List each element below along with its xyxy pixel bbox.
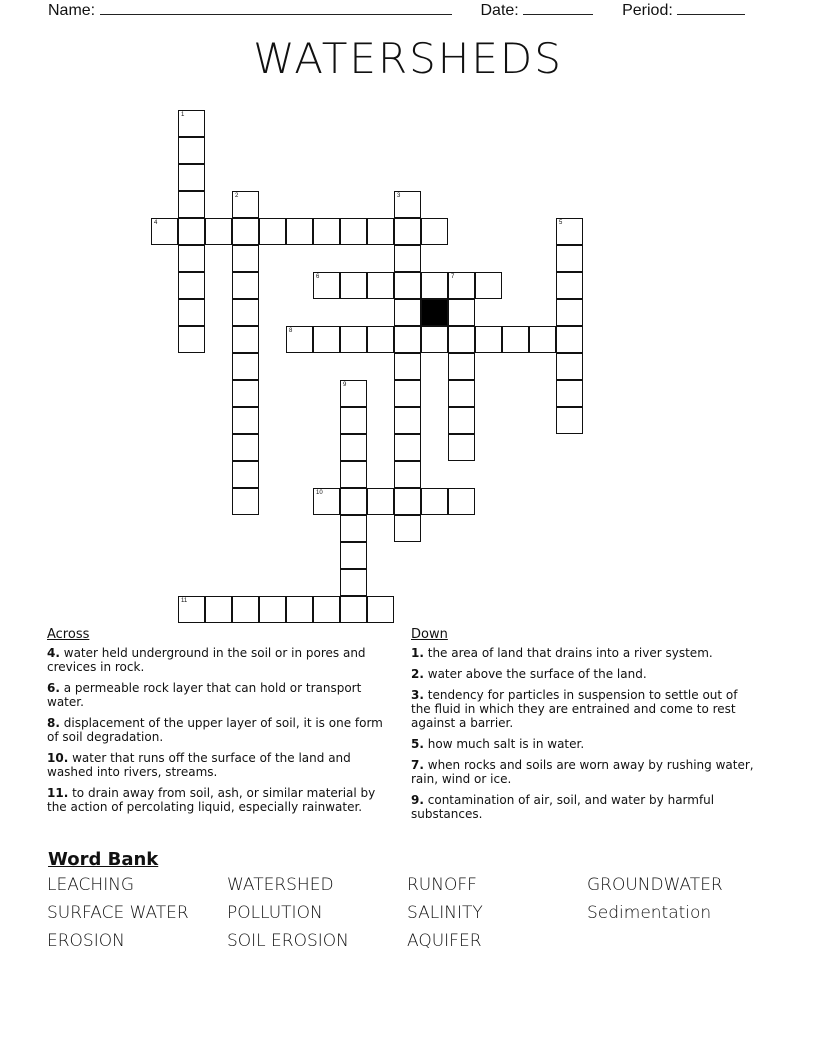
word-bank-item: POLLUTION bbox=[227, 903, 323, 923]
crossword-cell[interactable] bbox=[448, 407, 475, 434]
crossword-cell[interactable] bbox=[232, 299, 259, 326]
period-label: Period: bbox=[622, 2, 673, 19]
clue-number: 5 bbox=[559, 220, 563, 226]
crossword-cell[interactable] bbox=[394, 191, 421, 218]
crossword-cell[interactable] bbox=[232, 596, 259, 623]
crossword-cell[interactable] bbox=[394, 299, 421, 326]
clue-number: 8 bbox=[289, 328, 293, 334]
clue-number: 10 bbox=[316, 490, 323, 496]
word-bank-item: SURFACE WATER bbox=[47, 903, 189, 923]
crossword-cell[interactable] bbox=[178, 245, 205, 272]
crossword-cell[interactable] bbox=[448, 299, 475, 326]
crossword-cell[interactable] bbox=[178, 191, 205, 218]
crossword-cell[interactable] bbox=[394, 326, 421, 353]
crossword-cell[interactable] bbox=[367, 596, 394, 623]
crossword-cell[interactable] bbox=[448, 353, 475, 380]
crossword-cell[interactable] bbox=[394, 272, 421, 299]
word-bank-item: WATERSHED bbox=[227, 875, 334, 895]
crossword-cell[interactable] bbox=[313, 326, 340, 353]
clue-number: 6 bbox=[316, 274, 320, 280]
crossword-cell[interactable] bbox=[340, 326, 367, 353]
crossword-cell[interactable] bbox=[367, 218, 394, 245]
page-title: WATERSHEDS bbox=[253, 34, 563, 83]
crossword-cell[interactable] bbox=[232, 191, 259, 218]
crossword-cell[interactable] bbox=[232, 218, 259, 245]
crossword-cell[interactable] bbox=[448, 488, 475, 515]
crossword-cell[interactable] bbox=[232, 326, 259, 353]
clue-across-8: 8. displacement of the upper layer of soil, it is one form of soil degradation. bbox=[47, 716, 383, 744]
crossword-cell[interactable] bbox=[394, 218, 421, 245]
crossword-cell[interactable] bbox=[394, 488, 421, 515]
crossword-cell[interactable] bbox=[556, 380, 583, 407]
crossword-cell[interactable] bbox=[421, 272, 448, 299]
clue-number: 7 bbox=[451, 274, 455, 280]
word-bank-item: GROUNDWATER bbox=[587, 875, 723, 895]
crossword-cell[interactable] bbox=[340, 380, 367, 407]
crossword-cell[interactable] bbox=[259, 596, 286, 623]
crossword-cell[interactable] bbox=[340, 596, 367, 623]
clue-down-3: 3. tendency for particles in suspension to settle out of the fluid in which they are entrained and come to rest against a barrier. bbox=[411, 688, 738, 730]
crossword-cell[interactable] bbox=[394, 380, 421, 407]
across-clues bbox=[47, 628, 392, 821]
crossword-cell[interactable] bbox=[367, 488, 394, 515]
word-bank-heading: Word Bank bbox=[48, 849, 159, 870]
crossword-cell[interactable] bbox=[178, 137, 205, 164]
clue-down-5: 5. how much salt is in water. bbox=[411, 737, 585, 751]
crossword-cell[interactable] bbox=[556, 326, 583, 353]
crossword-cell[interactable] bbox=[421, 326, 448, 353]
word-bank-item: SOIL EROSION bbox=[227, 931, 349, 951]
clue-down-1: 1. the area of land that drains into a river system. bbox=[411, 646, 713, 660]
crossword-cell[interactable] bbox=[340, 542, 367, 569]
crossword-cell[interactable] bbox=[556, 299, 583, 326]
crossword-cell[interactable] bbox=[340, 461, 367, 488]
word-bank-item: SALINITY bbox=[407, 903, 483, 923]
clue-across-4: 4. water held underground in the soil or in pores and crevices in rock. bbox=[47, 646, 366, 674]
crossword-cell[interactable] bbox=[556, 245, 583, 272]
clue-down-7: 7. when rocks and soils are worn away by rushing water, rain, wind or ice. bbox=[411, 758, 754, 786]
crossword-cell[interactable] bbox=[232, 353, 259, 380]
crossword-cell[interactable] bbox=[232, 380, 259, 407]
crossword-cell[interactable] bbox=[367, 272, 394, 299]
clue-number: 3 bbox=[397, 193, 401, 199]
crossword-cell[interactable] bbox=[556, 272, 583, 299]
crossword-cell[interactable] bbox=[475, 326, 502, 353]
crossword-cell[interactable] bbox=[232, 461, 259, 488]
word-bank-item: LEACHING bbox=[47, 875, 135, 895]
clue-number: 9 bbox=[343, 382, 347, 388]
clue-across-11: 11. to drain away from soil, ash, or similar material by the action of percolating liquid, especially rainwater. bbox=[47, 786, 376, 814]
crossword-cell[interactable] bbox=[556, 407, 583, 434]
word-bank-item: AQUIFER bbox=[407, 931, 482, 951]
crossword-cell[interactable] bbox=[286, 218, 313, 245]
crossword-cell[interactable] bbox=[394, 461, 421, 488]
crossword-cell[interactable] bbox=[421, 488, 448, 515]
crossword-cell[interactable] bbox=[340, 569, 367, 596]
crossword-cell[interactable] bbox=[340, 434, 367, 461]
crossword-cell[interactable] bbox=[448, 434, 475, 461]
crossword-cell[interactable] bbox=[394, 407, 421, 434]
crossword-cell[interactable] bbox=[529, 326, 556, 353]
crossword-cell[interactable] bbox=[232, 434, 259, 461]
crossword-cell[interactable] bbox=[448, 272, 475, 299]
name-label: Name: bbox=[48, 2, 96, 19]
black-square bbox=[421, 299, 448, 326]
clue-down-9: 9. contamination of air, soil, and water by harmful substances. bbox=[411, 793, 715, 821]
crossword-cell[interactable] bbox=[232, 272, 259, 299]
clue-number: 4 bbox=[154, 220, 158, 226]
crossword-cell[interactable] bbox=[340, 218, 367, 245]
crossword-cell[interactable] bbox=[556, 353, 583, 380]
crossword-cell[interactable] bbox=[340, 272, 367, 299]
clue-number: 2 bbox=[235, 193, 239, 199]
crossword-cell[interactable] bbox=[259, 218, 286, 245]
crossword-cell[interactable] bbox=[421, 218, 448, 245]
crossword-cell[interactable] bbox=[205, 218, 232, 245]
crossword-cell[interactable] bbox=[556, 218, 583, 245]
crossword-cell[interactable] bbox=[340, 515, 367, 542]
crossword-cell[interactable] bbox=[178, 110, 205, 137]
crossword-cell[interactable] bbox=[178, 326, 205, 353]
down-heading: Down bbox=[411, 627, 448, 642]
word-bank-item: RUNOFF bbox=[407, 875, 477, 895]
across-heading: Across bbox=[47, 627, 90, 642]
clue-number: 11 bbox=[181, 598, 188, 604]
crossword-cell[interactable] bbox=[394, 245, 421, 272]
clue-down-2: 2. water above the surface of the land. bbox=[411, 667, 647, 681]
crossword-cell[interactable] bbox=[151, 218, 178, 245]
word-bank-item: Sedimentation bbox=[587, 903, 712, 923]
crossword-cell[interactable] bbox=[394, 434, 421, 461]
crossword-cell[interactable] bbox=[448, 380, 475, 407]
crossword-cell[interactable] bbox=[448, 326, 475, 353]
crossword-cell[interactable] bbox=[313, 596, 340, 623]
crossword-cell[interactable] bbox=[394, 515, 421, 542]
word-bank-item: EROSION bbox=[47, 931, 125, 951]
crossword-cell[interactable] bbox=[178, 164, 205, 191]
crossword-cell[interactable] bbox=[178, 218, 205, 245]
crossword-cell[interactable] bbox=[205, 596, 232, 623]
crossword-cell[interactable] bbox=[178, 596, 205, 623]
clue-number: 1 bbox=[181, 112, 185, 118]
down-clues bbox=[411, 628, 756, 828]
crossword-cell[interactable] bbox=[340, 407, 367, 434]
clue-across-10: 10. water that runs off the surface of the land and washed into rivers, streams. bbox=[47, 751, 351, 779]
crossword-cell[interactable] bbox=[475, 272, 502, 299]
crossword-cell[interactable] bbox=[313, 488, 340, 515]
crossword-cell[interactable] bbox=[232, 407, 259, 434]
crossword-cell[interactable] bbox=[502, 326, 529, 353]
crossword-cell[interactable] bbox=[178, 272, 205, 299]
crossword-cell[interactable] bbox=[286, 596, 313, 623]
crossword-cell[interactable] bbox=[340, 488, 367, 515]
crossword-cell[interactable] bbox=[394, 353, 421, 380]
crossword-cell[interactable] bbox=[286, 326, 313, 353]
crossword-cell[interactable] bbox=[232, 488, 259, 515]
word-bank bbox=[47, 875, 787, 951]
crossword-cell[interactable] bbox=[313, 272, 340, 299]
crossword-cell[interactable] bbox=[178, 299, 205, 326]
crossword-cell[interactable] bbox=[367, 326, 394, 353]
crossword-cell[interactable] bbox=[313, 218, 340, 245]
date-label: Date: bbox=[480, 2, 519, 19]
clue-across-6: 6. a permeable rock layer that can hold or transport water. bbox=[47, 681, 362, 709]
crossword-cell[interactable] bbox=[232, 245, 259, 272]
